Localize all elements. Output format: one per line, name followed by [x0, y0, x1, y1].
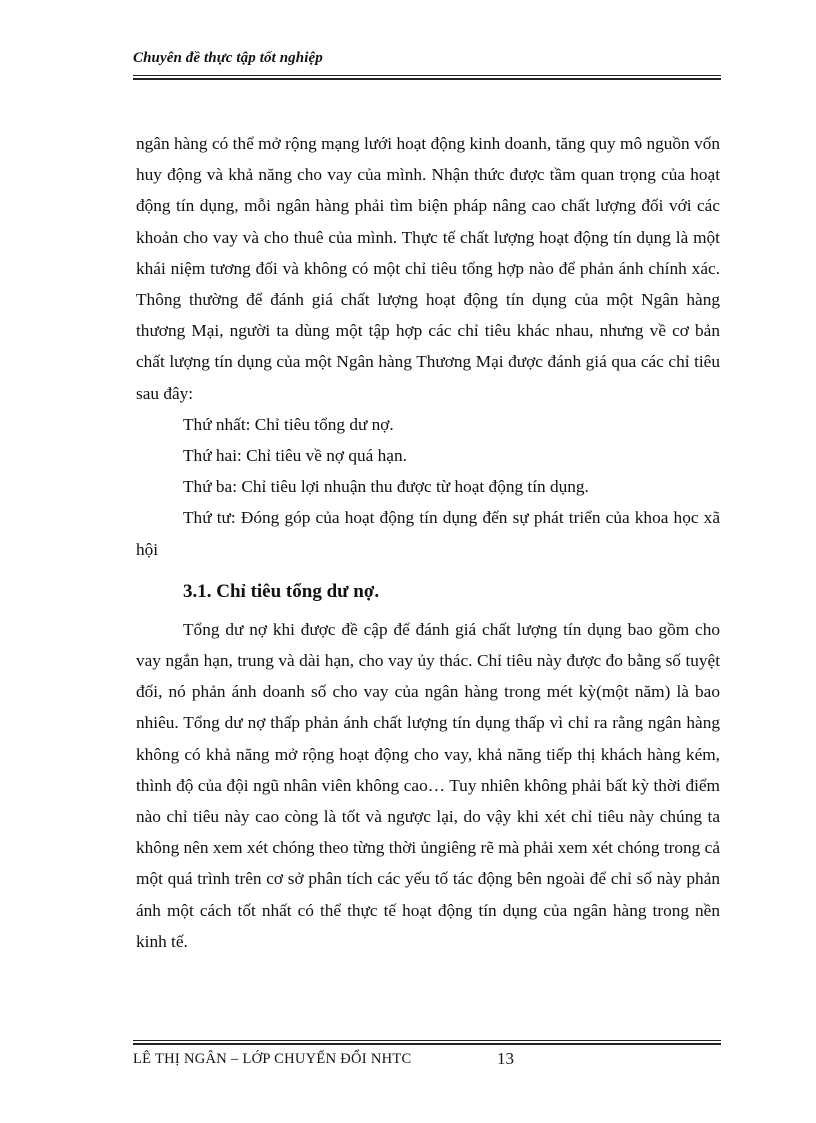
criteria-item-1: Thứ nhất: Chỉ tiêu tổng dư nợ.	[183, 414, 394, 434]
page-content	[136, 128, 720, 957]
criteria-item-3: Thứ ba: Chỉ tiêu lợi nhuận thu được từ hoạt động tín dụng.	[183, 477, 589, 497]
criteria-item-2: Thứ hai: Chỉ tiêu về nợ quá hạn.	[183, 446, 407, 466]
section-paragraph: Tổng dư nợ khi được đề cập để đánh giá chất lượng tín dụng bao gồm cho vay ngắn hạn, trung và dài hạn, cho vay ủy thác. Chỉ tiêu này được đo bằng số tuyệt đối, nó phản ánh doanh số cho vay của ngân hàng trong mét kỳ(một năm) là bao nhiêu. Tổng dư nợ thấp phản ánh chất lượng tín dụng thấp vì chỉ ra rằng ngân hàng không có khả năng mở rộng hoạt động cho vay, khả năng tiếp thị khách hàng kém, thình độ của đội ngũ nhân viên không cao… Tuy nhiên không phải bất kỳ thời điểm nào chỉ tiêu này cao còng là tốt và ngược lại, do vậy khi xét chỉ tiêu này chúng ta không nên xem xét chóng theo từng thời ủngiêng rẽ mà phải xem xét chóng trong cả một quá trình trên cơ sở phân tích các yếu tố tác động bên ngoài để chỉ số này phản ánh một cách tốt nhất có thể thực tế hoạt động tín dụng của ngân hàng trong nền kinh tế.	[136, 619, 720, 951]
intro-paragraph: ngân hàng có thể mở rộng mạng lưới hoạt động kinh doanh, tăng quy mô nguồn vốn huy động và khả năng cho vay của mình. Nhận thức được tầm quan trọng của hoạt động tín dụng, mỗi ngân hàng phải tìm biện pháp nâng cao chất lượng đối với các khoản cho vay và cho thuê của mình. Thực tế chất lượng hoạt động tín dụng là một khái niệm tương đối và không có một chỉ tiêu tổng hợp nào để phản ánh chính xác. Thông thường để đánh giá chất lượng hoạt động tín dụng của một Ngân hàng thương Mại, người ta dùng một tập hợp các chỉ tiêu khác nhau, nhưng về cơ bản chất lượng tín dụng của một Ngân hàng Thương Mại được đánh giá qua các chỉ tiêu sau đây:	[136, 134, 720, 403]
section-heading: 3.1. Chỉ tiêu tổng dư nợ.	[183, 580, 380, 602]
footer-author: LÊ THỊ NGÂN – LỚP CHUYỂN ĐỔI NHTC	[133, 1051, 412, 1067]
footer-rule	[133, 1040, 721, 1045]
criteria-item-4: Thứ tư: Đóng góp của hoạt động tín dụng đến sự phát triển của khoa học xã hội	[136, 508, 720, 559]
page-number: 13	[497, 1049, 514, 1068]
header-rule	[133, 75, 721, 80]
header-title: Chuyên đề thực tập tốt nghiệp	[133, 50, 323, 66]
